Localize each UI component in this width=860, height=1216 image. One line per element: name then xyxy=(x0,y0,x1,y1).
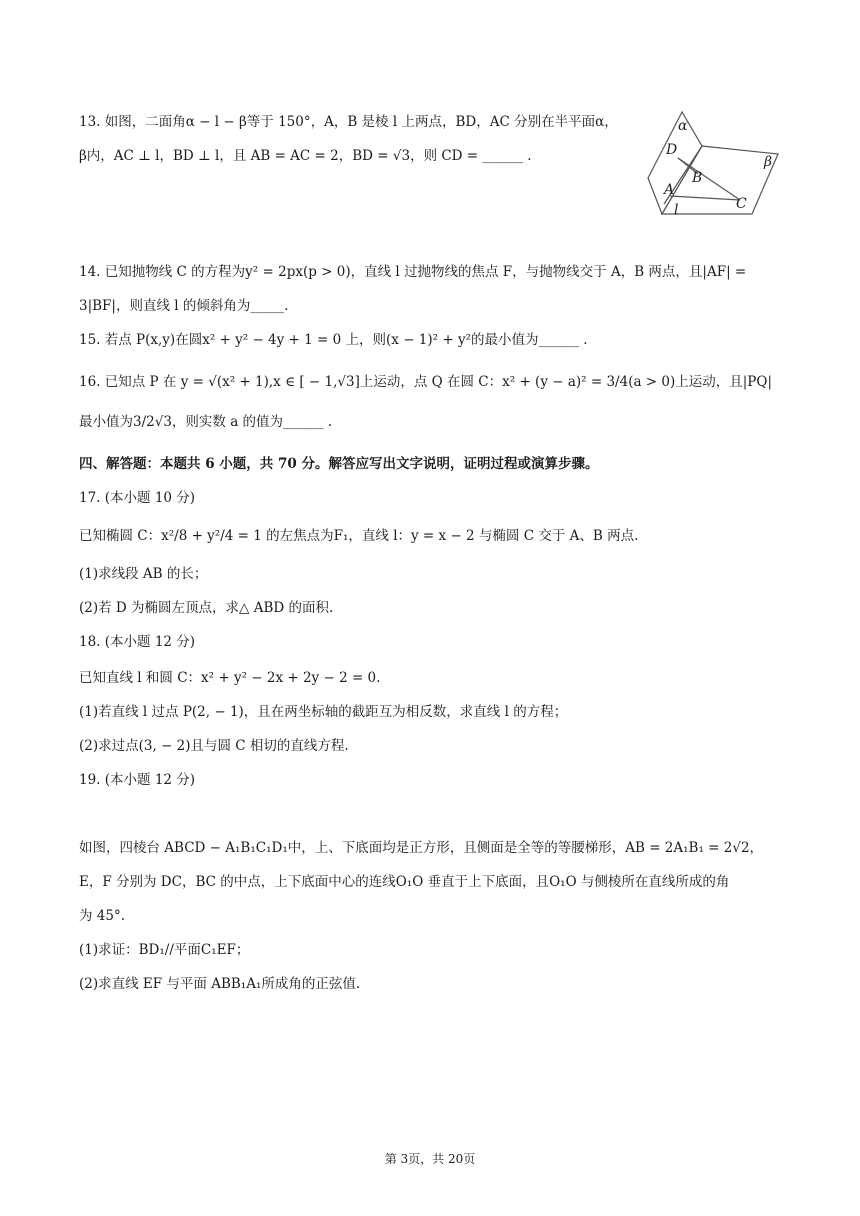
q14-line-1: 14. 已知抛物线 C 的方程为y² = 2px(p > 0)，直线 l 过抛物线的焦点 F，与抛物线交于 A，B 两点，且|AF| = xyxy=(79,264,747,280)
q19-line-1: 如图，四棱台 ABCD − A₁B₁C₁D₁中，上、下底面均是正方形，且侧面是全等的等腰梯形，AB = 2A₁B₁ = 2√2， xyxy=(79,840,764,856)
dihedral-angle-figure xyxy=(640,106,790,222)
q15-line-1: 15. 若点 P(x,y)在圆x² + y² − 4y + 1 = 0 上，则(x − 1)² + y²的最小值为______ . xyxy=(79,332,588,348)
q19-line-3: 为 45°. xyxy=(79,908,126,924)
label-l: l xyxy=(674,202,679,218)
q18-stem: 已知直线 l 和圆 C：x² + y² − 2x + 2y − 2 = 0. xyxy=(79,670,381,686)
q14-line-2: 3|BF|，则直线 l 的倾斜角为_____. xyxy=(79,298,289,314)
label-alpha: α xyxy=(678,118,688,134)
q18-part-1: (1)若直线 l 过点 P(2, − 1)，且在两坐标轴的截距互为相反数，求直线 l 的方程； xyxy=(79,704,568,720)
q13-line-2: β内，AC ⊥ l，BD ⊥ l，且 AB = AC = 2，BD = √3，则 CD = ______ . xyxy=(79,148,532,164)
label-beta: β xyxy=(764,154,773,170)
q17-stem: 已知椭圆 C：x²/8 + y²/4 = 1 的左焦点为F₁，直线 l：y = x − 2 与椭圆 C 交于 A、B 两点. xyxy=(79,528,639,544)
q16-line-1: 16. 已知点 P 在 y = √(x² + 1),x ∈ [ − 1,√3]上运动，点 Q 在圆 C：x² + (y − a)² = 3/4(a > 0)上运动，且|PQ| xyxy=(79,374,773,390)
q19-line-2: E，F 分别为 DC，BC 的中点，上下底面中心的连线O₁O 垂直于上下底面，且O₁O 与侧棱所在直线所成的角 xyxy=(79,874,730,890)
q17-part-2: (2)若 D 为椭圆左顶点，求△ ABD 的面积. xyxy=(79,600,334,616)
segment-DC xyxy=(678,158,740,200)
plane-alpha xyxy=(648,112,702,214)
section-heading: 四、解答题：本题共 6 小题，共 70 分。解答应写出文字说明，证明过程或演算步骤。 xyxy=(79,456,599,472)
q19-part-2: (2)求直线 EF 与平面 ABB₁A₁所成角的正弦值. xyxy=(79,976,361,992)
q17-part-1: (1)求线段 AB 的长； xyxy=(79,566,208,582)
label-C: C xyxy=(736,196,747,212)
page-footer: 第 3页，共 20页 xyxy=(384,1152,476,1166)
q18-part-2: (2)求过点(3, − 2)且与圆 C 相切的直线方程. xyxy=(79,738,349,754)
q19-title: 19. (本小题 12 分) xyxy=(79,772,196,788)
segment-AC xyxy=(670,196,740,200)
q13-line-1: 13. 如图，二面角α − l − β等于 150°，A，B 是棱 l 上两点，BD，AC 分别在半平面α， xyxy=(79,114,618,130)
label-A: A xyxy=(664,182,675,198)
label-B: B xyxy=(692,170,703,186)
label-D: D xyxy=(666,142,678,158)
q19-part-1: (1)求证：BD₁//平面C₁EF； xyxy=(79,942,250,958)
q16-line-2: 最小值为3/2√3，则实数 a 的值为______ . xyxy=(79,414,333,430)
q17-title: 17. (本小题 10 分) xyxy=(79,490,196,506)
q18-title: 18. (本小题 12 分) xyxy=(79,634,196,650)
